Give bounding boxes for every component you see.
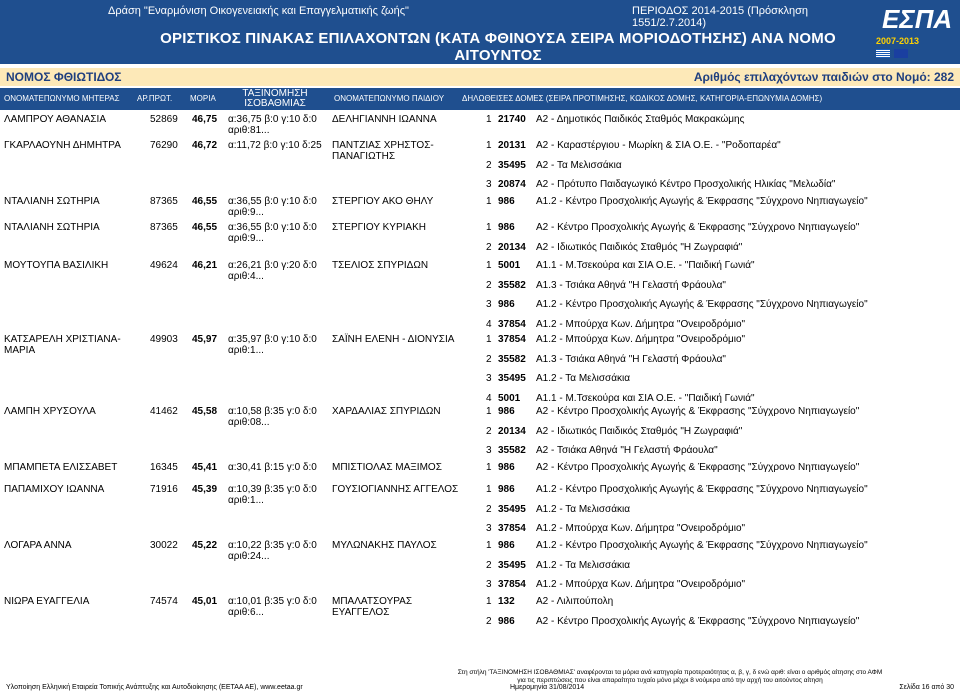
- structure-code: 37854: [498, 523, 526, 534]
- structure-code: 20131: [498, 140, 526, 151]
- structure-name: Α1.1 - Μ.Τσεκούρα και ΣΙΑ Ο.Ε. - "Παιδική Γωνιά": [536, 260, 755, 271]
- structure-code: 35582: [498, 279, 526, 291]
- child-name: ΓΟΥΣΙΟΓΙΑΝΝΗΣ ΑΓΓΕΛΟΣ: [332, 484, 459, 495]
- structure-code: 35582: [498, 353, 526, 365]
- structure-name: Α1.2 - Μπούρχα Κων. Δήμητρα "Ονειροδρόμιο": [536, 523, 746, 534]
- structure-name: Α2 - Κέντρο Προσχολικής Αγωγής & Έκφρασης "Σύγχρονο Νηπιαγωγείο": [536, 222, 860, 233]
- mother-name: ΜΟΥΤΟΥΠΑ ΒΑΣΙΛΙΚΗ: [4, 260, 109, 271]
- structure-preference: [0, 179, 960, 193]
- structure-preference: [0, 462, 960, 476]
- structure-name: Α1.2 - Κέντρο Προσχολικής Αγωγής & Έκφρασης "Σύγχρονο Νηπιαγωγείο": [536, 299, 868, 310]
- structure-code: 35495: [498, 503, 526, 515]
- col-mother-name: ΟΝΟΜΑΤΕΠΩΝΥΜΟ ΜΗΤΕΡΑΣ: [4, 94, 120, 103]
- structure-code: 21740: [498, 114, 526, 125]
- page-header: [0, 0, 960, 64]
- points: 45,22: [192, 540, 218, 551]
- mother-name: ΛΟΓΑΡΑ ΑΝΝΑ: [4, 540, 72, 551]
- structure-preference: [0, 504, 960, 518]
- flags-icon: [876, 49, 950, 58]
- structure-preference: [0, 114, 960, 128]
- ranking: α:36,75 β:0 γ:10 δ:0 αριθ:81...: [228, 114, 317, 136]
- child-name: ΜΠΙΣΤΙΟΛΑΣ ΜΑΞΙΜΟΣ: [332, 462, 442, 473]
- points: 46,75: [192, 114, 218, 125]
- preference-order: 3: [486, 179, 492, 190]
- preference-order: 2: [486, 559, 492, 571]
- structure-name: Α1.2 - Τα Μελισσάκια: [536, 503, 630, 515]
- structure-code: 132: [498, 596, 515, 607]
- structure-name: Α1.2 - Μπούρχα Κων. Δήμητρα "Ονειροδρόμιο": [536, 318, 746, 330]
- structure-preference: [0, 579, 960, 593]
- footer-page: Σελίδα 16 από 30: [899, 684, 954, 691]
- mother-name: ΝΙΩΡΑ ΕΥΑΓΓΕΛΙΑ: [4, 596, 90, 607]
- preference-order: 2: [486, 241, 492, 253]
- preference-order: 2: [486, 425, 492, 437]
- structure-name: Α1.2 - Κέντρο Προσχολικής Αγωγής & Έκφρασης "Σύγχρονο Νηπιαγωγείο": [536, 196, 868, 207]
- structure-code: 5001: [498, 392, 521, 404]
- points: 45,39: [192, 484, 218, 495]
- points: 46,55: [192, 222, 218, 233]
- structure-preference: [0, 299, 960, 313]
- ranking: α:35,97 β:0 γ:10 δ:0 αριθ:1...: [228, 334, 317, 356]
- period-title: ΠΕΡΙΟΔΟΣ 2014-2015 (Πρόσκληση 1551/2.7.2014): [632, 5, 808, 29]
- structure-name: Α1.2 - Μπούρχα Κων. Δήμητρα "Ονειροδρόμιο": [536, 579, 746, 590]
- ranking: α:11,72 β:0 γ:10 δ:25: [228, 140, 322, 151]
- mother-name: ΠΑΠΑΜΙΧΟΥ ΙΩΑΝΝΑ: [4, 484, 105, 495]
- structure-code: 5001: [498, 260, 521, 271]
- structure-preference: [0, 196, 960, 210]
- preference-order: 3: [486, 299, 492, 310]
- child-name: ΔΕΛΗΓΙΑΝΝΗ ΙΩΑΝΝΑ: [332, 114, 437, 125]
- col-protocol: ΑΡ.ΠΡΩΤ.: [137, 94, 173, 103]
- structure-code: 35495: [498, 559, 526, 571]
- ranking: α:26,21 β:0 γ:20 δ:0 αριθ:4...: [228, 260, 317, 282]
- mother-name: ΝΤΑΛΙΑΝΗ ΣΩΤΗΡΙΑ: [4, 222, 100, 233]
- structure-code: 20874: [498, 179, 526, 190]
- footer-implementer: Υλοποίηση Ελληνική Εταιρεία Τοπικής Ανάπτυξης και Αυτοδιοίκησης (ΕΕΤΑΑ ΑΕ), www.eetaa.gr: [6, 684, 303, 691]
- structure-preference: [0, 140, 960, 154]
- structure-name: Α1.2 - Μπούρχα Κων. Δήμητρα "Ονειροδρόμιο": [536, 334, 746, 345]
- preference-order: 3: [486, 579, 492, 590]
- structure-name: Α2 - Κέντρο Προσχολικής Αγωγής & Έκφρασης "Σύγχρονο Νηπιαγωγείο": [536, 615, 860, 627]
- child-name: ΠΑΝΤΖΙΑΣ ΧΡΗΣΤΟΣ-ΠΑΝΑΓΙΩΤΗΣ: [332, 140, 434, 162]
- preference-order: 1: [486, 484, 492, 495]
- preference-order: 1: [486, 196, 492, 207]
- ranking: α:36,55 β:0 γ:10 δ:0 αριθ:9...: [228, 196, 317, 218]
- preference-order: 1: [486, 222, 492, 233]
- points: 45,58: [192, 406, 218, 417]
- structure-code: 37854: [498, 318, 526, 330]
- logo-years: 2007-2013: [876, 36, 920, 46]
- structure-code: 35582: [498, 445, 526, 456]
- structure-code: 35495: [498, 159, 526, 171]
- ranking: α:10,39 β:35 γ:0 δ:0 αριθ:1...: [228, 484, 317, 506]
- logo-word: ΕΣΠΑ: [882, 4, 953, 34]
- structure-code: 37854: [498, 579, 526, 590]
- mother-name: ΓΚΑΡΛΑΟΥΝΗ ΔΗΜΗΤΡΑ: [4, 140, 121, 151]
- points: 46,55: [192, 196, 218, 207]
- col-structures: ΔΗΛΩΘΕΙΣΕΣ ΔΟΜΕΣ (ΣΕΙΡΑ ΠΡΟΤΙΜΗΣΗΣ, ΚΩΔΙΚΟΣ ΔΟΜΗΣ, ΚΑΤΗΓΟΡΙΑ-ΕΠΩΝΥΜΙΑ ΔΟΜΗΣ): [462, 94, 823, 103]
- footer-date: Ημερομηνία 31/08/2014: [510, 684, 585, 691]
- structure-preference: [0, 242, 960, 256]
- eu-flag-icon: [894, 49, 908, 58]
- structure-code: 986: [498, 299, 515, 310]
- structure-code: 986: [498, 406, 515, 417]
- structure-name: Α1.2 - Κέντρο Προσχολικής Αγωγής & Έκφρασης "Σύγχρονο Νηπιαγωγείο": [536, 484, 868, 495]
- child-name: ΣΑΪΝΗ ΕΛΕΝΗ - ΔΙΟΝΥΣΙΑ: [332, 334, 455, 345]
- preference-order: 1: [486, 334, 492, 345]
- structure-preference: [0, 616, 960, 630]
- ranking: α:36,55 β:0 γ:10 δ:0 αριθ:9...: [228, 222, 317, 244]
- footnote-line-1: Στη στήλη 'ΤΑΞΙΝΟΜΗΣΗ ΙΣΟΒΑΘΜΙΑΣ' αναφέρονται τα μόρια ανά κατηγορία προτεραιότητας α, β, γ, δ ενώ αριθ: είναι ο αριθμός αίτησης στο ΑΦΜ: [457, 669, 883, 676]
- structure-name: Α1.1 - Μ.Τσεκούρα και ΣΙΑ Ο.Ε. - "Παιδική Γωνιά": [536, 392, 755, 404]
- structure-code: 35495: [498, 373, 526, 384]
- structure-preference: [0, 373, 960, 387]
- document-title: ΟΡΙΣΤΙΚΟΣ ΠΙΝΑΚΑΣ ΕΠΙΛΑΧΟΝΤΩΝ (ΚΑΤΑ ΦΘΙΝΟΥΣΑ ΣΕΙΡΑ ΜΟΡΙΟΔΟΤΗΣΗΣ) ΑΝΑ ΝΟΜΟ ΑΙΤΟΥΝΤΟΣ: [160, 30, 836, 64]
- structure-preference: [0, 426, 960, 440]
- ranking: α:30,41 β:15 γ:0 δ:0: [228, 462, 317, 473]
- structure-code: 986: [498, 615, 515, 627]
- preference-order: 4: [486, 318, 492, 330]
- structure-preference: [0, 540, 960, 554]
- protocol-number: 49903: [150, 334, 178, 345]
- structure-name: Α2 - Κέντρο Προσχολικής Αγωγής & Έκφρασης "Σύγχρονο Νηπιαγωγείο": [536, 406, 860, 417]
- col-ranking: ΤΑΞΙΝΟΜΗΣΗ ΙΣΟΒΑΘΜΙΑΣ: [242, 88, 308, 109]
- structure-name: Α1.2 - Κέντρο Προσχολικής Αγωγής & Έκφρασης "Σύγχρονο Νηπιαγωγείο": [536, 540, 868, 551]
- structure-code: 986: [498, 462, 515, 473]
- structure-preference: [0, 596, 960, 610]
- mother-name: ΚΑΤΣΑΡΕΛΗ ΧΡΙΣΤΙΑΝΑ-ΜΑΡΙΑ: [4, 334, 121, 356]
- column-headers: [0, 88, 960, 110]
- structure-name: Α2 - Κέντρο Προσχολικής Αγωγής & Έκφρασης "Σύγχρονο Νηπιαγωγείο": [536, 462, 860, 473]
- structure-name: Α1.2 - Τα Μελισσάκια: [536, 373, 630, 384]
- structure-preference: [0, 445, 960, 459]
- structure-code: 37854: [498, 334, 526, 345]
- preference-order: 2: [486, 503, 492, 515]
- col-points: ΜΟΡΙΑ: [190, 94, 216, 103]
- preference-order: 1: [486, 596, 492, 607]
- protocol-number: 49624: [150, 260, 178, 271]
- structure-preference: [0, 160, 960, 174]
- structure-name: Α2 - Τα Μελισσάκια: [536, 159, 622, 171]
- ranking: α:10,22 β:35 γ:0 δ:0 αριθ:24...: [228, 540, 317, 562]
- greek-flag-icon: [876, 49, 890, 58]
- structure-preference: [0, 222, 960, 236]
- points: 45,41: [192, 462, 218, 473]
- structure-preference: [0, 560, 960, 574]
- program-title: Δράση "Εναρμόνιση Οικογενειακής και Επαγγελματικής ζωής": [108, 5, 409, 17]
- structure-name: Α2 - Τσιάκα Αθηνά "Η Γελαστή Φράουλα": [536, 445, 718, 456]
- preference-order: 1: [486, 462, 492, 473]
- structure-preference: [0, 260, 960, 274]
- mother-name: ΝΤΑΛΙΑΝΗ ΣΩΤΗΡΙΑ: [4, 196, 100, 207]
- protocol-number: 74574: [150, 596, 178, 607]
- nomos-label: ΝΟΜΟΣ ΦΘΙΩΤΙΔΟΣ: [6, 70, 122, 84]
- preference-order: 2: [486, 279, 492, 291]
- protocol-number: 87365: [150, 196, 178, 207]
- footnote: [400, 669, 940, 685]
- preference-order: 3: [486, 523, 492, 534]
- child-name: ΣΤΕΡΓΙΟΥ ΑΚΟ ΘΗΛΥ: [332, 196, 434, 207]
- structure-name: Α2 - Ιδιωτικός Παιδικός Σταθμός "Η Ζωγραφιά": [536, 425, 743, 437]
- structure-preference: [0, 354, 960, 368]
- children-count: Αριθμός επιλαχόντων παιδιών στο Νομό: 282: [693, 70, 954, 84]
- protocol-number: 71916: [150, 484, 178, 495]
- preference-order: 1: [486, 540, 492, 551]
- protocol-number: 76290: [150, 140, 178, 151]
- preference-order: 2: [486, 615, 492, 627]
- child-name: ΜΥΛΩΝΑΚΗΣ ΠΑΥΛΟΣ: [332, 540, 437, 551]
- preference-order: 1: [486, 140, 492, 151]
- structure-preference: [0, 484, 960, 498]
- structure-preference: [0, 406, 960, 420]
- structure-code: 986: [498, 222, 515, 233]
- structure-name: Α2 - Πρότυπο Παιδαγωγικό Κέντρο Προσχολικής Ηλικίας "Μελωδία": [536, 179, 836, 190]
- preference-order: 3: [486, 445, 492, 456]
- protocol-number: 16345: [150, 462, 178, 473]
- structure-name: Α2 - Καραστέργιου - Μωρίκη & ΣΙΑ Ο.Ε. - "Ροδοπαρέα": [536, 140, 781, 151]
- structure-code: 986: [498, 540, 515, 551]
- structure-name: Α1.3 - Τσιάκα Αθηνά "Η Γελαστή Φράουλα": [536, 353, 726, 365]
- mother-name: ΛΑΜΠΗ ΧΡΥΣΟΥΛΑ: [4, 406, 96, 417]
- structure-preference: [0, 280, 960, 294]
- structure-preference: [0, 523, 960, 537]
- protocol-number: 41462: [150, 406, 178, 417]
- points: 45,01: [192, 596, 218, 607]
- preference-order: 4: [486, 392, 492, 404]
- ranking: α:10,01 β:35 γ:0 δ:0 αριθ:6...: [228, 596, 317, 618]
- structure-preference: [0, 319, 960, 333]
- structure-preference: [0, 393, 960, 407]
- child-name: ΣΤΕΡΓΙΟΥ ΚΥΡΙΑΚΗ: [332, 222, 426, 233]
- preference-order: 2: [486, 159, 492, 171]
- structure-preference: [0, 334, 960, 348]
- protocol-number: 87365: [150, 222, 178, 233]
- protocol-number: 52869: [150, 114, 178, 125]
- mother-name: ΛΑΜΠΡΟΥ ΑΘΑΝΑΣΙΑ: [4, 114, 106, 125]
- structure-code: 986: [498, 196, 515, 207]
- structure-code: 986: [498, 484, 515, 495]
- points: 45,97: [192, 334, 218, 345]
- structure-code: 20134: [498, 425, 526, 437]
- espa-logo: [872, 4, 954, 60]
- mother-name: ΜΠΑΜΠΕΤΑ ΕΛΙΣΣΑΒΕΤ: [4, 462, 118, 473]
- preference-order: 1: [486, 406, 492, 417]
- preference-order: 1: [486, 260, 492, 271]
- child-name: ΧΑΡΔΑΛΙΑΣ ΣΠΥΡΙΔΩΝ: [332, 406, 441, 417]
- col-child-name: ΟΝΟΜΑΤΕΠΩΝΥΜΟ ΠΑΙΔΙΟΥ: [334, 94, 445, 103]
- structure-name: Α2 - Δημοτικός Παιδικός Σταθμός Μακρακώμης: [536, 114, 745, 125]
- preference-order: 1: [486, 114, 492, 125]
- points: 46,72: [192, 140, 218, 151]
- structure-code: 20134: [498, 241, 526, 253]
- structure-name: Α1.2 - Τα Μελισσάκια: [536, 559, 630, 571]
- structure-name: Α1.3 - Τσιάκα Αθηνά "Η Γελαστή Φράουλα": [536, 279, 726, 291]
- footnote-line-2: για τις περιπτώσεις που είναι απαραίτητο τυχαίο μόνο μέχρι 8 νούμερα από την αρχή του αιτούντος αίτηση: [517, 677, 823, 684]
- nomos-bar: [0, 68, 960, 86]
- ranking: α:10,58 β:35 γ:0 δ:0 αριθ:08...: [228, 406, 317, 428]
- child-name: ΤΣΕΛΙΟΣ ΣΠΥΡΙΔΩΝ: [332, 260, 429, 271]
- preference-order: 2: [486, 353, 492, 365]
- preference-order: 3: [486, 373, 492, 384]
- points: 46,21: [192, 260, 218, 271]
- structure-name: Α2 - Λιλιπούπολη: [536, 596, 614, 607]
- structure-name: Α2 - Ιδιωτικός Παιδικός Σταθμός "Η Ζωγραφιά": [536, 241, 743, 253]
- protocol-number: 30022: [150, 540, 178, 551]
- child-name: ΜΠΑΛΑΤΣΟΥΡΑΣ ΕΥΑΓΓΕΛΟΣ: [332, 596, 413, 618]
